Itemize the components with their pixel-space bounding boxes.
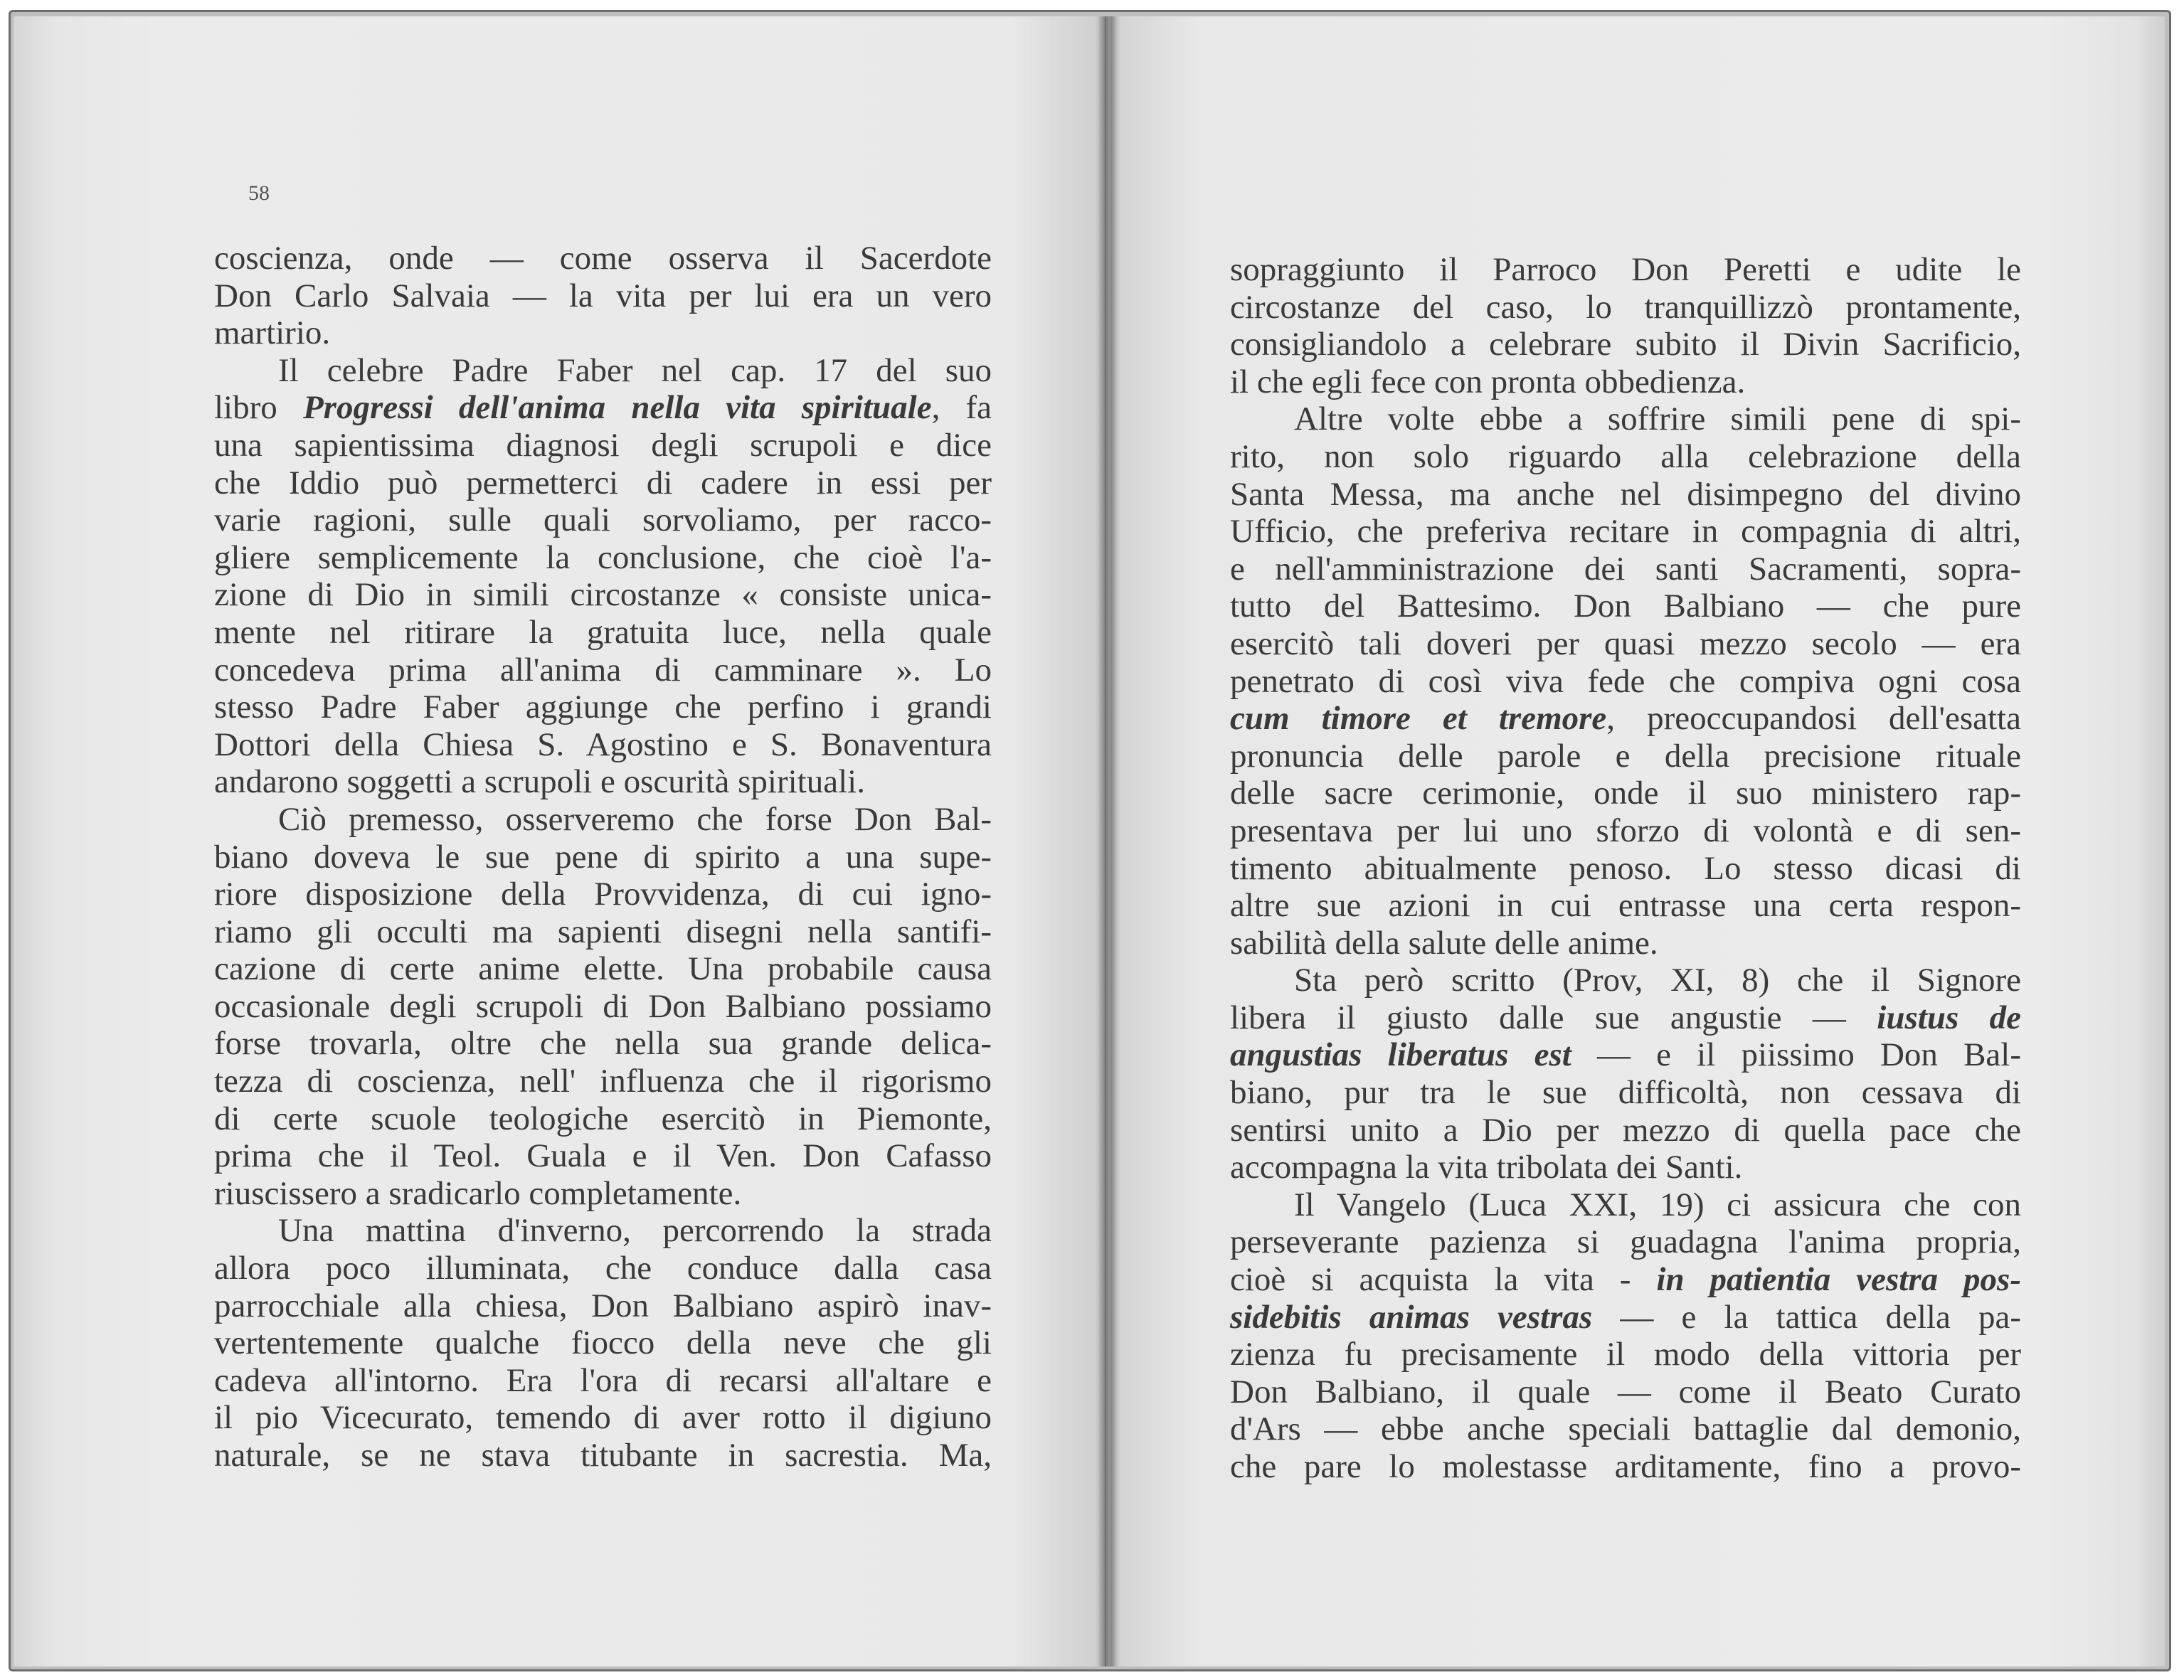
text-line: penetrato di così viva fede che compiva ogni cosa	[1230, 662, 2021, 700]
italic-text: Progressi dell'anima nella vita spirituale	[302, 389, 932, 427]
text-line: zienza fu precisamente il modo della vittoria per	[1230, 1336, 2021, 1373]
text-line: mente nel ritirare la gratuita luce, nella quale	[214, 613, 992, 651]
text-line: Don Balbiano, il quale — come il Beato Curato	[1230, 1373, 2021, 1410]
text-line: martirio.	[214, 314, 331, 352]
text-line: biano, pur tra le sue difficoltà, non cessava di	[1230, 1074, 2021, 1112]
text-line: perseverante pazienza si guadagna l'anima propria,	[1230, 1223, 2021, 1261]
text-line: Ufficio, che preferiva recitare in compagnia di altri,	[1230, 513, 2021, 551]
text-line: altre sue azioni in cui entrasse una certa respon-	[1230, 887, 2021, 925]
text-line: Il celebre Padre Faber nel cap. 17 del suo	[278, 351, 992, 389]
text-line: Il Vangelo (Luca XXI, 19) ci assicura che con	[1294, 1186, 2021, 1223]
text-line: accompagna la vita tribolata dei Santi.	[1230, 1149, 1743, 1186]
text-line: il pio Vicecurato, temendo di aver rotto il digiuno	[214, 1399, 992, 1437]
text-line	[1230, 1299, 2021, 1336]
text-line: Santa Messa, ma anche nel disimpegno del divino	[1230, 475, 2021, 513]
text-line: il che egli fece con pronta obbedienza.	[1230, 363, 1746, 400]
text-line: timento abitualmente penoso. Lo stesso dicasi di	[1230, 849, 2021, 887]
text-line: gliere semplicemente la conclusione, che cioè l'a-	[214, 538, 992, 576]
right-page	[1110, 16, 2165, 1666]
text-line: delle sacre cerimonie, onde il suo ministero rap-	[1230, 775, 2021, 812]
text-line: Dottori della Chiesa S. Agostino e S. Bonaventura	[214, 725, 992, 763]
text-line: allora poco illuminata, che conduce dalla casa	[214, 1250, 992, 1287]
text-line: naturale, se ne stava titubante in sacrestia. Ma,	[214, 1437, 992, 1474]
text-line: tutto del Battesimo. Don Balbiano — che pure	[1230, 588, 2021, 625]
text-segment: — e la tattica della pa-	[1592, 1298, 2021, 1336]
text-line: sabilità della salute delle anime.	[1230, 924, 1658, 962]
text-line: Altre volte ebbe a soffrire simili pene di spi-	[1294, 400, 2021, 438]
text-line: zione di Dio in simili circostanze « consiste unica-	[214, 576, 992, 614]
text-line: occasionale degli scrupoli di Don Balbiano possiamo	[214, 987, 992, 1025]
text-line	[1230, 700, 2021, 738]
text-segment: libro	[214, 389, 303, 427]
text-line: cazione di certe anime elette. Una probabile causa	[214, 950, 992, 988]
text-line: prima che il Teol. Guala e il Ven. Don Cafasso	[214, 1137, 992, 1175]
text-line: sentirsi unito a Dio per mezzo di quella pace che	[1230, 1111, 2021, 1149]
text-line: presentava per lui uno sforzo di volontà e di sen-	[1230, 812, 2021, 849]
italic-text: cum timore et tremore	[1230, 700, 1607, 738]
left-page-text	[214, 240, 992, 1474]
text-line: stesso Padre Faber aggiunge che perfino i grandi	[214, 689, 992, 726]
text-line: parrocchiale alla chiesa, Don Balbiano aspirò inav-	[214, 1287, 992, 1324]
text-segment: — e il piissimo Don Bal-	[1571, 1036, 2021, 1074]
text-line: e nell'amministrazione dei santi Sacramenti, sopra-	[1230, 550, 2021, 588]
left-page	[14, 16, 1106, 1666]
text-line	[1230, 1261, 2021, 1299]
text-segment: , fa	[931, 389, 992, 427]
text-line: coscienza, onde — come osserva il Sacerdote	[214, 240, 992, 277]
text-line: cadeva all'intorno. Era l'ora di recarsi all'altare e	[214, 1361, 992, 1399]
text-line: riamo gli occulti ma sapienti disegni nella santifi-	[214, 913, 992, 950]
text-line: esercitò tali doveri per quasi mezzo secolo — era	[1230, 624, 2021, 662]
text-line	[1230, 1036, 2021, 1074]
book-gutter	[1098, 16, 1116, 1666]
text-line: d'Ars — ebbe anche speciali battaglie dal demonio,	[1230, 1410, 2021, 1448]
text-line: riuscissero a sradicarlo completamente.	[214, 1174, 742, 1212]
italic-text: iustus de	[1877, 999, 2021, 1036]
text-line: che Iddio può permetterci di cadere in essi per	[214, 464, 992, 501]
text-line	[1230, 999, 2021, 1037]
text-line: pronuncia delle parole e della precisione rituale	[1230, 737, 2021, 775]
text-line: concedeva prima all'anima di camminare ». Lo	[214, 651, 992, 689]
book-spread	[9, 10, 2171, 1671]
text-line: circostanze del caso, lo tranquillizzò prontamente,	[1230, 288, 2021, 326]
page-number: 58	[248, 181, 270, 205]
text-segment: libera il giusto dalle sue angustie —	[1230, 999, 1877, 1036]
text-line: riore disposizione della Provvidenza, di cui igno-	[214, 876, 992, 913]
text-line: varie ragioni, sulle quali sorvoliamo, per racco-	[214, 501, 992, 539]
text-line: tezza di coscienza, nell' influenza che il rigorismo	[214, 1063, 992, 1100]
text-line: andarono soggetti a scrupoli e oscurità spirituali.	[214, 763, 865, 801]
text-line: di certe scuole teologiche esercitò in Piemonte,	[214, 1100, 992, 1137]
text-line: Don Carlo Salvaia — la vita per lui era un vero	[214, 277, 992, 314]
text-segment: , preoccupandosi dell'esatta	[1606, 700, 2021, 738]
text-line: biano doveva le sue pene di spirito a una supe-	[214, 838, 992, 876]
italic-text: in patientia vestra pos-	[1656, 1261, 2022, 1299]
text-line: Sta però scritto (Prov, XI, 8) che il Signore	[1294, 962, 2021, 999]
text-segment: cioè si acquista la vita -	[1230, 1261, 1657, 1299]
text-line	[214, 389, 992, 427]
text-line: una sapientissima diagnosi degli scrupoli e dice	[214, 426, 992, 464]
right-page-text	[1230, 251, 2021, 1486]
italic-text: angustias liberatus est	[1230, 1036, 1571, 1074]
text-line: Una mattina d'inverno, percorrendo la strada	[278, 1212, 992, 1250]
text-line: consigliandolo a celebrare subito il Divin Sacrificio,	[1230, 326, 2021, 363]
text-line: rito, non solo riguardo alla celebrazione della	[1230, 437, 2021, 475]
text-line: Ciò premesso, osserveremo che forse Don Bal-	[278, 800, 992, 838]
text-line: che pare lo molestasse arditamente, fino a provo-	[1230, 1448, 2021, 1485]
text-line: vertentemente qualche fiocco della neve che gli	[214, 1324, 992, 1362]
text-line: forse trovarla, oltre che nella sua grande delica-	[214, 1025, 992, 1063]
italic-text: sidebitis animas vestras	[1230, 1298, 1593, 1336]
text-line: sopraggiunto il Parroco Don Peretti e udite le	[1230, 251, 2021, 288]
